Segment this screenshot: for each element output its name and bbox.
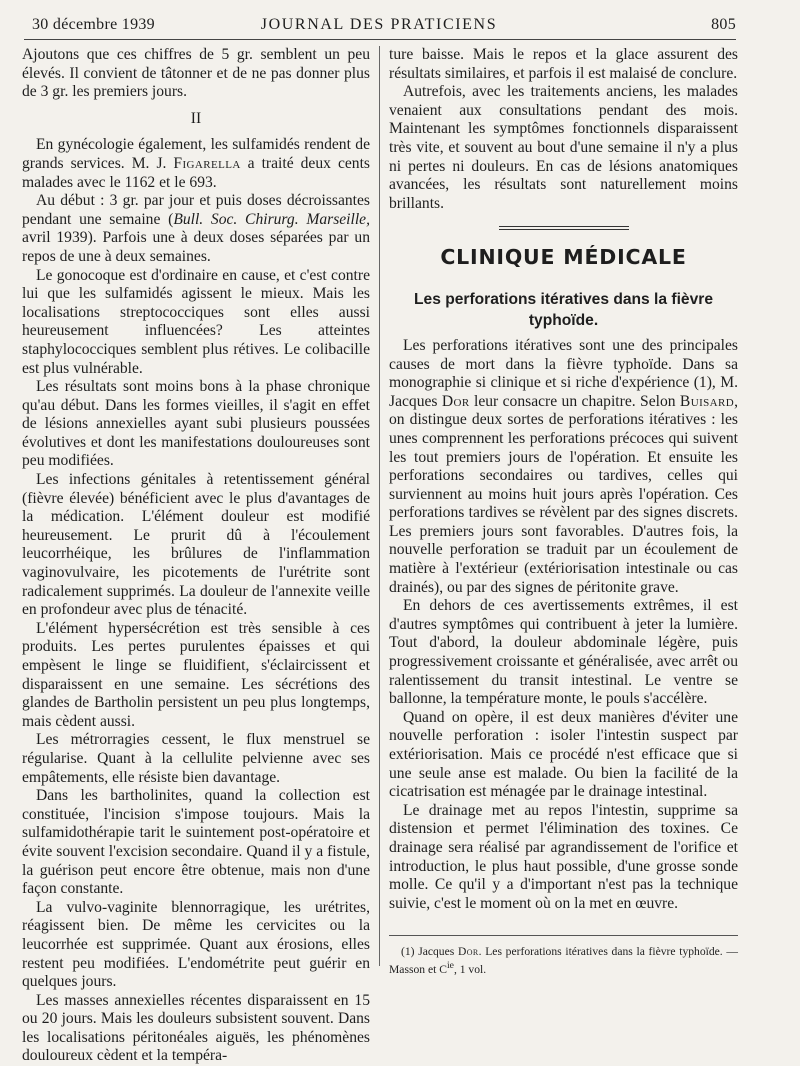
paragraph-intro: Ajoutons que ces chiffres de 5 gr. semblent un peu élevés. Il convient de tâtonner et de ne pas donner plus de 3 gr. les premiers jours. [22,46,370,101]
footnote-text: (1) Jacques Dor. Les perforations itératives dans la fièvre typhoïde. — Masson et $C^{ie}$, 1 vol. [389,945,738,976]
author-buisard: Buisard [679,392,735,410]
paragraph-infections: Les infections génitales à retentissement général (fièvre élevée) bénéficient avec le plus d'avantages de la médication. L'élément douleur est modifié heureusement. Le prurit dû à l'écoulement leucorrhéique, les brûlures de l'inflammation vaginovulvaire, les picotements de l'urétrite sont radicalement supprimés. La douleur de l'annexite veille en profondeur avec plus de ténacité. [22,471,370,619]
section-numeral: II [190,109,202,127]
paragraph-autrefois: Autrefois, avec les traitements anciens, les malades venaient aux consultations pendant des mois. Maintenant les symptômes fonctionnels disparaissent très vite, et souvent au bout d'une semaine il n'y a plus ni pertes ni douleurs. En cas de lésions anatomiques avancées, les résultats sont naturellement moins brillants. [389,83,738,212]
header-rule [24,39,736,40]
header-date: 30 décembre 1939 [32,16,155,33]
paragraph-vulvo-vaginite: La vulvo-vaginite blennorragique, les urétrites, réagissent bien. De même les cervicites ou la leucorrhée est supprimée. Quant aux érosions, elles restent peu modifiées. L'endométrite peut guérir en quelques jours. [22,898,370,991]
author-dor: Dor [441,392,470,410]
left-column [22,46,370,1066]
running-header [22,16,736,38]
paragraph-drainage: Le drainage met au repos l'intestin, supprime sa distension et permet l'élimination des toxines. Ce drainage sera réalisé par agrandissement de l'orifice et introduction, le plus haut possible, d'une grosse sonde molle. Ce qu'il y a d'important n'est pas la technique suivie, c'est le moment où on la met en œuvre. [389,801,738,912]
section-title: CLINIQUE MÉDICALE [440,245,687,270]
right-column [389,46,738,913]
section-separator-rule [499,226,629,230]
paragraph-continuation: ture baisse. Mais le repos et la glace assurent des résultats similaires, et parfois il est malaisé de conclure. [389,46,738,82]
footnote-superscript: ie [446,960,454,971]
paragraph-metrorragies: Les métrorragies cessent, le flux menstruel se régularise. Quant à la cellulite pelvienne avec ses empâtements, elle résiste bien davantage. [22,731,370,786]
paragraph-quand-on-opere: Quand on opère, il est deux manières d'éviter une nouvelle perforation : isoler l'intestin suspect par extériorisation. Mais ce procédé n'est efficace que si une seule anse est malade. Ou bien la facilité de la cicatrisation est ménagée par le drainage intestinal. [389,708,738,801]
footnote [389,945,738,977]
header-page-number: 805 [711,16,736,33]
header-journal-title: JOURNAL DES PRATICIENS [260,16,498,33]
paragraph-masses-annexielles: Les masses annexielles récentes disparaissent en 15 ou 20 jours. Mais les douleurs subsistent souvent. Dans les localisations péritonéales aiguës, les phénomènes douloureux cèdent et la tempéra- [22,991,370,1065]
paragraph-en-dehors: En dehors de ces avertissements extrêmes, il est d'autres symptômes qui contribuent à jeter la lumière. Tout d'abord, la douleur abdominale légère, puis progressivement croissante et généralisée, avec arrêt ou ralentissement du transit intestinal. Le ventre se ballonne, la température monte, le pouls s'accélère. [389,597,738,708]
column-divider [379,46,380,966]
paragraph-debut: Au début : 3 gr. par jour et puis doses décroissantes pendant une semaine (Bull. Soc. Chirurg. Marseille, avril 1939). Parfois une à deux doses séparées par un repos de une à deux semaines. [22,192,370,265]
paragraph-resultats: Les résultats sont moins bons à la phase chronique qu'au début. Dans les formes vieilles, il s'agit en effet de lésions annexielles ayant subi plusieurs poussées évolutives et dont les manifestations douloureuses sont peu modifiées. [22,378,370,470]
paragraph-bartholinites: Dans les bartholinites, quand la collection est constituée, l'incision s'impose toujours. Mais la sulfamidothérapie tarit le suintement post-opératoire et évite souvent l'excision secondaire. Quand il y a fistule, la guérison peut encore être obtenue, mais non d'une façon constante. [22,787,370,898]
footnote-author-dor: Dor [457,945,479,958]
footnote-rule [389,935,738,936]
article-title: Les perforations itératives dans la fièvre typhoïde. [414,290,713,329]
reference-bull-soc: Bull. Soc. Chirurg. Marseille, [173,210,370,228]
paragraph-gynecologie: En gynécologie également, les sulfamidés rendent de grands services. M. J. Figarella a traité deux cents malades avec le 1162 et le 693. [22,136,370,191]
paragraph-hypersecretion: L'élément hypersécrétion est très sensible à ces produits. Les pertes purulentes épaisses et qui empèsent le linge se fluidifient, s'éclaircissent et disparaissent en une semaine. Les sécrétions des glandes de Bartholin persistent un peu plus longtemps, mais cèdent aussi. [22,619,370,730]
author-figarella: Figarella [173,154,241,172]
paragraph-gonocoque: Le gonocoque est d'ordinaire en cause, et c'est contre lui que les sulfamidés agissent le mieux. Mais les localisations streptococciques sont elles aussi heureusement influencées? Les atteintes staphylococciques semblent plus rétives. Le colibacille est plus vulnérable. [22,266,370,377]
paragraph-perforations: Les perforations itératives sont une des principales causes de mort dans la fièvre typhoïde. Dans sa monographie si clinique et si riche d'expérience (1), M. Jacques Dor leur consacre un chapitre. Selon Buisard, on distingue deux sortes de perforations itératives : les unes comprennent les perforations précoces qui suivent les tout premiers jours de l'opération. Et ensuite les perforations secondaires ou tardives, celles qui surviennent au moins huit jours après l'opération. Ces perforations tardives se révèlent par des signes discrets. Les premiers jours sont favorables. D'autres fois, la nouvelle perforation se traduit par un écoulement de matière à l'extérieur (extériorisation intestinale ou cas drainés), ou par des signes de péritonite grave. [389,336,738,596]
